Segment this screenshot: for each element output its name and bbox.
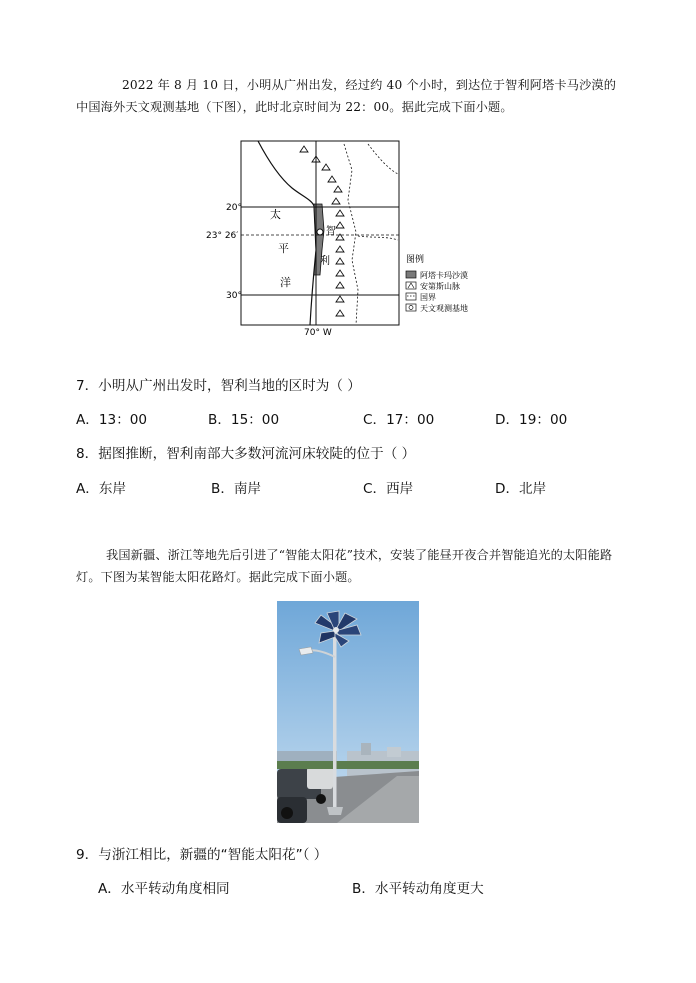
ocean-char-2: 平 [278, 242, 289, 255]
lat-label-tropic: 23° 26′ [206, 231, 239, 241]
ocean-char-3: 洋 [280, 276, 291, 289]
q9-option-a[interactable]: A．水平转动角度相同 [98, 881, 230, 897]
q8-option-b[interactable]: B．南岸 [211, 481, 262, 497]
observatory-marker [317, 229, 323, 235]
country-char-2: 利 [320, 256, 330, 267]
solar-flower-lamp-photo [277, 601, 419, 823]
question-9: 9．与浙江相比，新疆的“智能太阳花”（ ） [76, 847, 328, 863]
question-7: 7．小明从广州出发时，智利当地的区时为（ ） [76, 378, 361, 394]
q7-option-d[interactable]: D．19：00 [495, 412, 568, 428]
country-char-1: 智 [326, 226, 336, 237]
passage-2: 我国新疆、浙江等地先后引进了“智能太阳花”技术，安装了能昼开夜合并智能追光的太阳能路灯。下图为某智能太阳花路灯。据此完成下面小题。 [76, 548, 613, 584]
q8-option-c[interactable]: C．西岸 [363, 481, 414, 497]
legend-observatory: 天文观测基地 [420, 304, 468, 313]
q8-option-a[interactable]: A．东岸 [76, 481, 127, 497]
q8-option-d[interactable]: D．北岸 [495, 481, 547, 497]
q7-option-b[interactable]: B．15：00 [208, 412, 280, 428]
lon-label: 70° W [304, 328, 332, 338]
lat-label-20: 20° [226, 203, 242, 213]
legend-andes: 安第斯山脉 [420, 282, 460, 291]
passage-1: 2022 年 8 月 10 日，小明从广州出发，经过约 40 个小时，到达位于智利阿塔卡马沙漠的中国海外天文观测基地（下图），此时北京时间为 22：00。据此完成下面小题。 [76, 78, 617, 114]
ocean-char-1: 太 [270, 208, 281, 221]
atacama-map [206, 140, 468, 340]
question-8: 8．据图推断，智利南部大多数河流河床较陡的位于（ ） [76, 446, 416, 462]
q7-option-a[interactable]: A．13：00 [76, 412, 148, 428]
legend-border: 国界 [420, 293, 436, 302]
lat-label-30: 30° [226, 291, 242, 301]
q7-option-c[interactable]: C．17：00 [363, 412, 435, 428]
legend-desert: 阿塔卡玛沙漠 [420, 271, 468, 280]
q9-option-b[interactable]: B．水平转动角度更大 [352, 881, 484, 897]
legend-title: 图例 [406, 255, 425, 265]
